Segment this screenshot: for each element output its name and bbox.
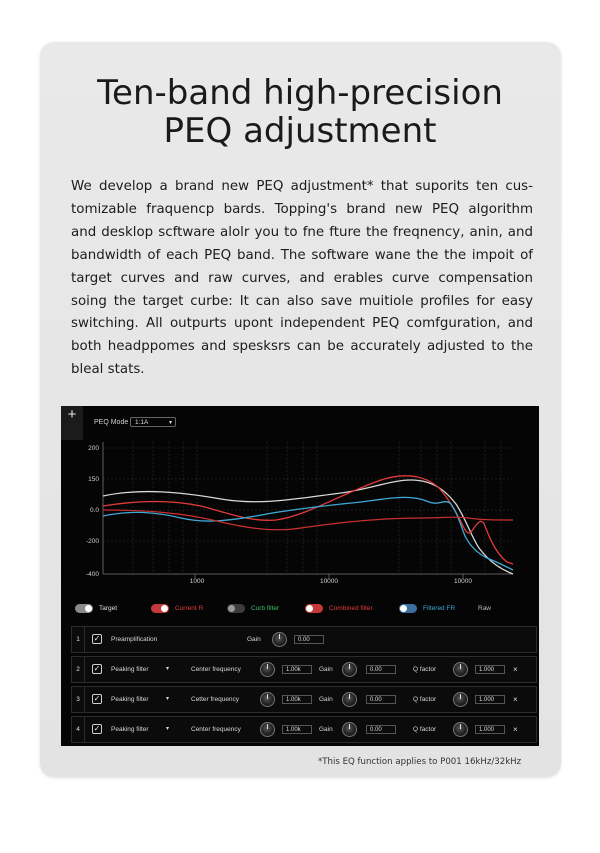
legend-filtered-fr[interactable] (399, 602, 455, 614)
page-title (0, 74, 600, 150)
row-index: 3 (72, 687, 85, 712)
description-paragraph (71, 176, 533, 382)
field-label: Center frequency (191, 726, 241, 733)
gain-input[interactable]: 0.00 (366, 695, 396, 704)
x-tick-label: 10000 (319, 578, 339, 585)
field-label: Q factor (413, 666, 437, 673)
frequency-input[interactable]: 1.00k (282, 665, 312, 674)
filter-row (71, 626, 537, 653)
frequency-input[interactable]: 1.00k (282, 725, 312, 734)
q-factor-input[interactable]: 1.000 (475, 695, 505, 704)
legend-label: Combined filter (329, 604, 373, 612)
toggle-switch[interactable] (151, 604, 169, 613)
gain-input[interactable]: 0.00 (294, 635, 324, 644)
row-enable-checkbox[interactable]: ✓ (93, 664, 101, 673)
legend-label: Current R (175, 604, 204, 612)
field-label: Cetter frequency (191, 696, 240, 703)
legend-label: Target (99, 604, 118, 612)
y-tick-label: -200 (85, 538, 99, 545)
body-line: We develop a brand new PEQ adjustment* that suporits ten cus- (71, 179, 533, 194)
toggle-knob (400, 605, 407, 612)
chart-grid (103, 442, 513, 578)
toggle-switch[interactable] (227, 604, 245, 613)
y-tick-label: -400 (85, 571, 99, 578)
chevron-down-icon[interactable]: ▾ (166, 666, 170, 672)
field-label: Gain (319, 726, 333, 733)
filter-row (71, 686, 537, 713)
x-tick-label: 10000 (453, 578, 473, 585)
body-line: switching. All outpurts upont independent PEQ comfguration, and (71, 316, 533, 332)
row-index: 1 (72, 627, 85, 652)
legend-label: Filtered FR (423, 604, 456, 612)
title-line-2: PEQ adjustment (163, 111, 437, 151)
filtered-fr-curve (103, 497, 513, 570)
footnote: *This EQ function applies to P001 16kHz/32kHz (318, 757, 522, 767)
row-index: 2 (72, 657, 85, 682)
body-line: target curves and raw curves, and erables curve compensation (71, 270, 533, 286)
body-line: both headppomes and spesksrs can be accurately adjusted to the (71, 339, 533, 355)
body-line: bandwidth of each PEQ band. The software wane the the impoit of (71, 247, 533, 263)
row-enable-checkbox[interactable]: ✓ (93, 694, 101, 703)
q-factor-input[interactable]: 1.000 (475, 665, 505, 674)
legend-raw[interactable] (478, 602, 491, 614)
chevron-down-icon[interactable]: ▾ (166, 726, 170, 732)
q-factor-knob[interactable] (453, 722, 468, 737)
legend-label: Curb filter (251, 604, 280, 612)
legend-label: Raw (478, 604, 492, 612)
toggle-knob (161, 605, 168, 612)
frequency-knob[interactable] (260, 722, 275, 737)
body-line: soing the target curbe: It can also save muitiole profiles for easy (71, 293, 533, 309)
chevron-down-icon: ▾ (168, 420, 172, 426)
toggle-switch[interactable] (305, 604, 323, 613)
row-index: 4 (72, 717, 85, 742)
combined-filter-curve (103, 510, 513, 530)
field-label: Gain (247, 636, 261, 643)
body-line: bleal stats. (71, 362, 145, 378)
field-label: Gain (319, 666, 333, 673)
field-label: Gain (319, 696, 333, 703)
q-factor-knob[interactable] (453, 662, 468, 677)
filter-type: Preamplification (111, 636, 158, 643)
field-label: Center frequency (191, 666, 241, 673)
gain-knob[interactable] (342, 722, 357, 737)
toggle-switch[interactable] (399, 604, 417, 613)
gain-input[interactable]: 0.00 (366, 665, 396, 674)
toggle-knob (306, 605, 313, 612)
frequency-input[interactable]: 1.00k (282, 695, 312, 704)
legend-curb-filter[interactable] (227, 602, 279, 614)
peq-mode-value: 1:1A (135, 419, 149, 426)
chart-legend (75, 602, 535, 614)
filter-type-select[interactable]: Peaking filter (111, 696, 149, 703)
close-icon[interactable]: × (513, 695, 518, 704)
frequency-response-chart[interactable] (61, 436, 539, 596)
field-label: Q factor (413, 726, 437, 733)
q-factor-knob[interactable] (453, 692, 468, 707)
field-label: Q factor (413, 696, 437, 703)
peq-mode-label: PEQ Mode (94, 419, 129, 426)
toggle-knob (228, 605, 235, 612)
filter-row (71, 716, 537, 743)
legend-combined-filter[interactable] (305, 602, 373, 614)
q-factor-input[interactable]: 1.000 (475, 725, 505, 734)
toggle-switch[interactable] (75, 604, 93, 613)
gain-knob[interactable] (342, 662, 357, 677)
body-line: and desklop scftware alolr you to fne fture the freqnency, anin, and (71, 224, 533, 240)
gain-knob[interactable] (342, 692, 357, 707)
title-line-1: Ten-band high-precision (97, 73, 503, 113)
row-enable-checkbox[interactable]: ✓ (93, 724, 101, 733)
gain-input[interactable]: 0.00 (366, 725, 396, 734)
toggle-knob (85, 605, 92, 612)
filter-type-select[interactable]: Peaking filter (111, 666, 149, 673)
filter-type-select[interactable]: Peaking filter (111, 726, 149, 733)
legend-current-r[interactable] (151, 602, 203, 614)
row-enable-checkbox[interactable]: ✓ (93, 634, 101, 643)
frequency-knob[interactable] (260, 692, 275, 707)
chevron-down-icon[interactable]: ▾ (166, 696, 170, 702)
gain-knob[interactable] (272, 632, 287, 647)
y-tick-label: 150 (88, 476, 99, 483)
current-r-curve (103, 476, 513, 564)
add-band-button[interactable]: + (61, 406, 83, 440)
peq-app-screenshot (61, 406, 539, 746)
frequency-knob[interactable] (260, 662, 275, 677)
y-tick-label: 0.0 (89, 507, 99, 514)
legend-target[interactable] (75, 602, 117, 614)
filter-row (71, 656, 537, 683)
close-icon[interactable]: × (513, 665, 518, 674)
close-icon[interactable]: × (513, 725, 518, 734)
body-line: tomizable fraquencp bards. Topping's brand new PEQ algorithm (71, 201, 533, 217)
y-tick-label: 200 (88, 445, 99, 452)
peq-mode-select[interactable] (130, 417, 176, 427)
x-tick-label: 1000 (189, 578, 205, 585)
